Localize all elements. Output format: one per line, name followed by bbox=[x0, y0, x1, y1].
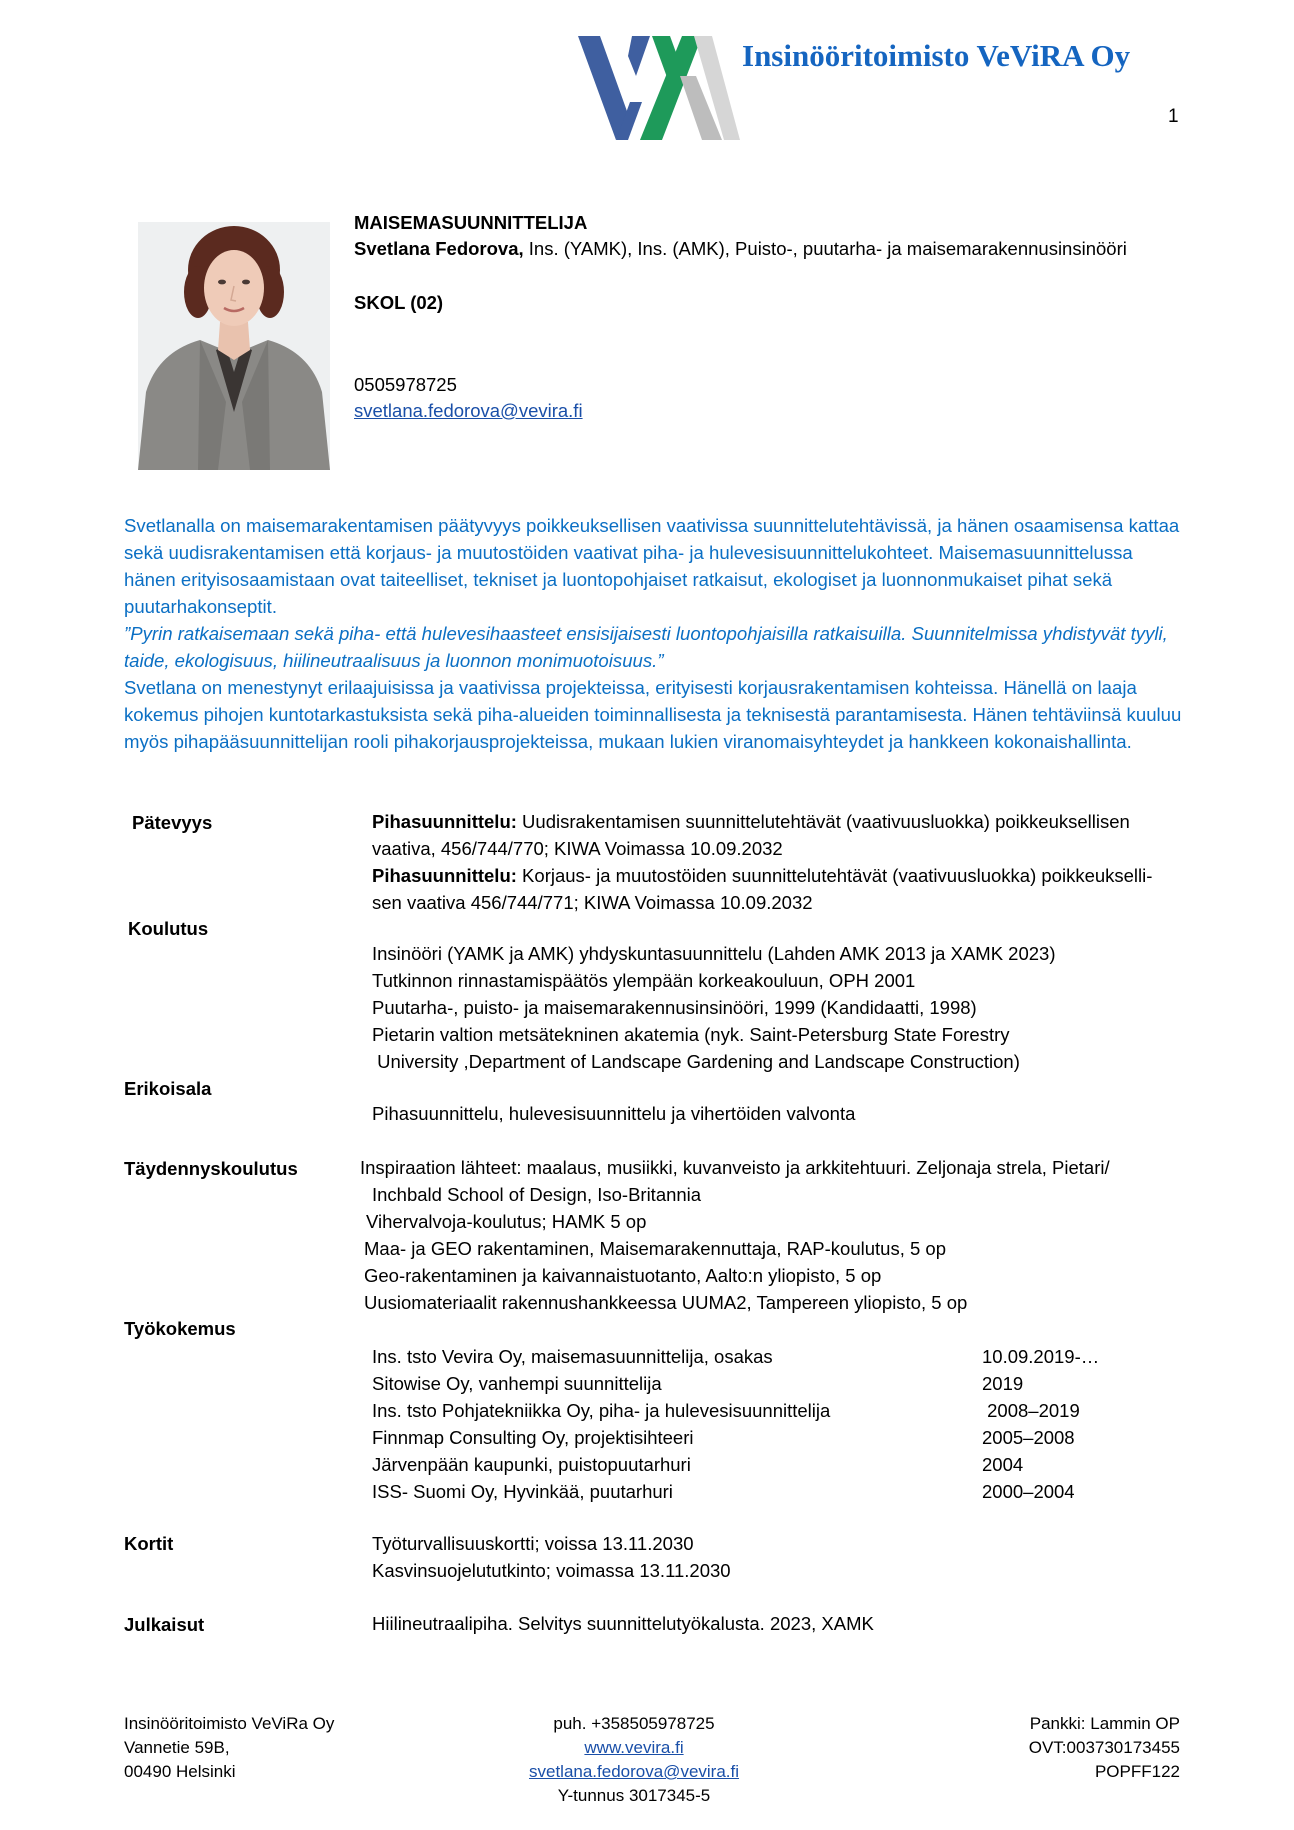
section-label-erikoisala: Erikoisala bbox=[124, 1078, 212, 1099]
section-label-koulutus: Koulutus bbox=[128, 918, 209, 939]
footer-company: Insinööritoimisto VeViRa Oy bbox=[124, 1714, 335, 1733]
experience-row bbox=[372, 1343, 1132, 1370]
qualification-title: Pihasuunnittelu: bbox=[372, 865, 517, 886]
experience-role: Finnmap Consulting Oy, projektisihteeri bbox=[372, 1427, 694, 1448]
card-item: Työturvallisuuskortti; voissa 13.11.2030 bbox=[372, 1533, 694, 1554]
footer-city: 00490 Helsinki bbox=[124, 1762, 236, 1781]
experience-years: 10.09.2019-… bbox=[982, 1346, 1100, 1367]
qualification-text: Korjaus- ja muutostöiden suunnittelutehtävät (vaativuusluokka) poikkeukselli- bbox=[516, 865, 1153, 886]
experience-role: ISS- Suomi Oy, Hyvinkää, puutarhuri bbox=[372, 1481, 673, 1502]
koulutus-list bbox=[372, 940, 1056, 1075]
section-label-taydennyskoulutus: Täydennyskoulutus bbox=[124, 1158, 298, 1179]
qualification-text: vaativa, 456/744/770; KIWA Voimassa 10.09.2032 bbox=[372, 838, 783, 859]
experience-years: 2005–2008 bbox=[982, 1427, 1075, 1448]
footer-email-link[interactable]: svetlana.fedorova@vevira.fi bbox=[528, 1762, 740, 1781]
intro-text bbox=[124, 512, 1184, 755]
experience-role: Sitowise Oy, vanhempi suunnittelija bbox=[372, 1373, 662, 1394]
footer-street: Vannetie 59B, bbox=[124, 1738, 230, 1757]
experience-role: Ins. tsto Vevira Oy, maisemasuunnittelija, osakas bbox=[372, 1346, 773, 1367]
training-item: Uusiomateriaalit rakennushankkeessa UUMA2, Tampereen yliopisto, 5 op bbox=[364, 1292, 968, 1313]
education-item: Pietarin valtion metsätekninen akatemia (nyk. Saint-Petersburg State Forestry bbox=[372, 1024, 1010, 1045]
experience-years: 2000–2004 bbox=[982, 1481, 1075, 1502]
name-line bbox=[354, 238, 1127, 260]
education-item: Puutarha-, puisto- ja maisemarakennusinsinööri, 1999 (Kandidaatti, 1998) bbox=[372, 997, 977, 1018]
footer-ovt: OVT:003730173455 bbox=[1028, 1738, 1180, 1757]
qualification-text: sen vaativa 456/744/771; KIWA Voimassa 10.09.2032 bbox=[372, 892, 813, 913]
specialty-text: Pihasuunnittelu, hulevesisuunnittelu ja vihertöiden valvonta bbox=[372, 1103, 856, 1124]
training-item: Maa- ja GEO rakentaminen, Maisemarakennuttaja, RAP-koulutus, 5 op bbox=[364, 1238, 947, 1259]
section-label-julkaisut: Julkaisut bbox=[124, 1614, 205, 1635]
footer-bank bbox=[1029, 1712, 1180, 1784]
experience-row bbox=[372, 1370, 1132, 1397]
footer-address bbox=[124, 1712, 334, 1784]
publication-item: Hiilineutraalipiha. Selvitys suunnittelutyökalusta. 2023, XAMK bbox=[372, 1613, 874, 1634]
profile-photo bbox=[138, 222, 330, 470]
experience-row bbox=[372, 1451, 1132, 1478]
experience-years: 2019 bbox=[982, 1373, 1024, 1394]
intro-quote: ”Pyrin ratkaisemaan sekä piha- että hulevesihaasteet ensisijaisesti luontopohjaisilla ratkaisuilla. Suunnitelmissa yhdistyvät tyyli, taide, ekologisuus, hiilineutraalisuus ja luonnon monimuotoisuus.” bbox=[124, 623, 1168, 671]
email-link[interactable]: svetlana.fedorova@vevira.fi bbox=[354, 400, 583, 421]
training-item: Geo-rakentaminen ja kaivannaistuotanto, Aalto:n yliopisto, 5 op bbox=[364, 1265, 882, 1286]
phone-number: 0505978725 bbox=[354, 374, 457, 395]
section-label-patevyys: Pätevyys bbox=[132, 812, 213, 833]
footer-bank-name: Pankki: Lammin OP bbox=[1029, 1714, 1180, 1733]
experience-row bbox=[372, 1478, 1132, 1505]
training-item: Inspiraation lähteet: maalaus, musiikki, kuvanveisto ja arkkitehtuuri. Zeljonaja strela, Pietari/ bbox=[360, 1157, 1110, 1178]
intro-paragraph-2: Svetlana on menestynyt erilaajuisissa ja vaativissa projekteissa, erityisesti korjausrakentamisen kohteissa. Hänellä on laaja kokemus pihojen kuntotarkastuksista sekä piha-alueiden toiminnallisesta ja teknisestä parantamisesta. Hänen tehtäviinsä kuuluu myös pihapääsuunnittelijan rooli pihakorjausprojekteissa, mukaan lukien viranomaisyhteydet ja hankkeen kokonaishallinta. bbox=[124, 677, 1182, 752]
footer-business-id: Y-tunnus 3017345-5 bbox=[557, 1786, 711, 1805]
education-item: Insinööri (YAMK ja AMK) yhdyskuntasuunnittelu (Lahden AMK 2013 ja XAMK 2023) bbox=[372, 943, 1056, 964]
intro-paragraph-1: Svetlanalla on maisemarakentamisen päätyvyys poikkeuksellisen vaativissa suunnittelutehtävissä, ja hänen osaamisensa kattaa sekä uudisrakentamisen että korjaus- ja muutostöiden vaativat piha- ja hulevesisuunnittelukohteet. Maisemasuunnittelussa hänen erityisosaamistaan ovat taiteelliset, tekniset ja luontopohjaiset ratkaisut, ekologiset ja luonnonmukaiset pihat sekä puutarhakonseptit. bbox=[124, 515, 1180, 617]
experience-row bbox=[372, 1424, 1132, 1451]
experience-role: Järvenpään kaupunki, puistopuutarhuri bbox=[372, 1454, 691, 1475]
person-titles: Ins. (YAMK), Ins. (AMK), Puisto-, puutarha- ja maisemarakennusinsinööri bbox=[523, 238, 1127, 259]
qualification-text: Uudisrakentamisen suunnittelutehtävät (vaativuusluokka) poikkeuksellisen bbox=[516, 811, 1130, 832]
experience-years: 2008–2019 bbox=[982, 1400, 1080, 1421]
page-footer bbox=[124, 1712, 1180, 1822]
qualification-title: Pihasuunnittelu: bbox=[372, 811, 517, 832]
experience-row bbox=[372, 1397, 1132, 1424]
section-label-tyokokemus: Työkokemus bbox=[124, 1318, 236, 1339]
footer-phone: puh. +358505978725 bbox=[553, 1714, 715, 1733]
company-name: Insinööritoimisto VeViRA Oy bbox=[742, 38, 1131, 73]
section-label-kortit: Kortit bbox=[124, 1533, 174, 1554]
company-logo bbox=[578, 36, 740, 140]
card-item: Kasvinsuojelututkinto; voimassa 13.11.2030 bbox=[372, 1560, 731, 1581]
person-name: Svetlana Fedorova, bbox=[354, 238, 524, 259]
training-item: Vihervalvoja-koulutus; HAMK 5 op bbox=[366, 1211, 647, 1232]
education-item: Tutkinnon rinnastamispäätös ylempään korkeakouluun, OPH 2001 bbox=[372, 970, 916, 991]
footer-website-link[interactable]: www.vevira.fi bbox=[584, 1738, 684, 1757]
skol-code: SKOL (02) bbox=[354, 292, 444, 313]
taydennys-list bbox=[360, 1154, 1110, 1316]
patevyys-list bbox=[372, 808, 1152, 916]
experience-years: 2004 bbox=[982, 1454, 1024, 1475]
footer-contact bbox=[424, 1712, 844, 1808]
footer-bic: POPFF122 bbox=[1094, 1762, 1180, 1781]
role-title: MAISEMASUUNNITTELIJA bbox=[354, 212, 588, 233]
page-number: 1 bbox=[1168, 106, 1179, 127]
experience-role: Ins. tsto Pohjatekniikka Oy, piha- ja hulevesisuunnittelija bbox=[372, 1400, 831, 1421]
training-item: Inchbald School of Design, Iso-Britannia bbox=[372, 1184, 702, 1205]
education-item: University ,Department of Landscape Gardening and Landscape Construction) bbox=[372, 1051, 1020, 1072]
kortit-list bbox=[372, 1530, 731, 1584]
